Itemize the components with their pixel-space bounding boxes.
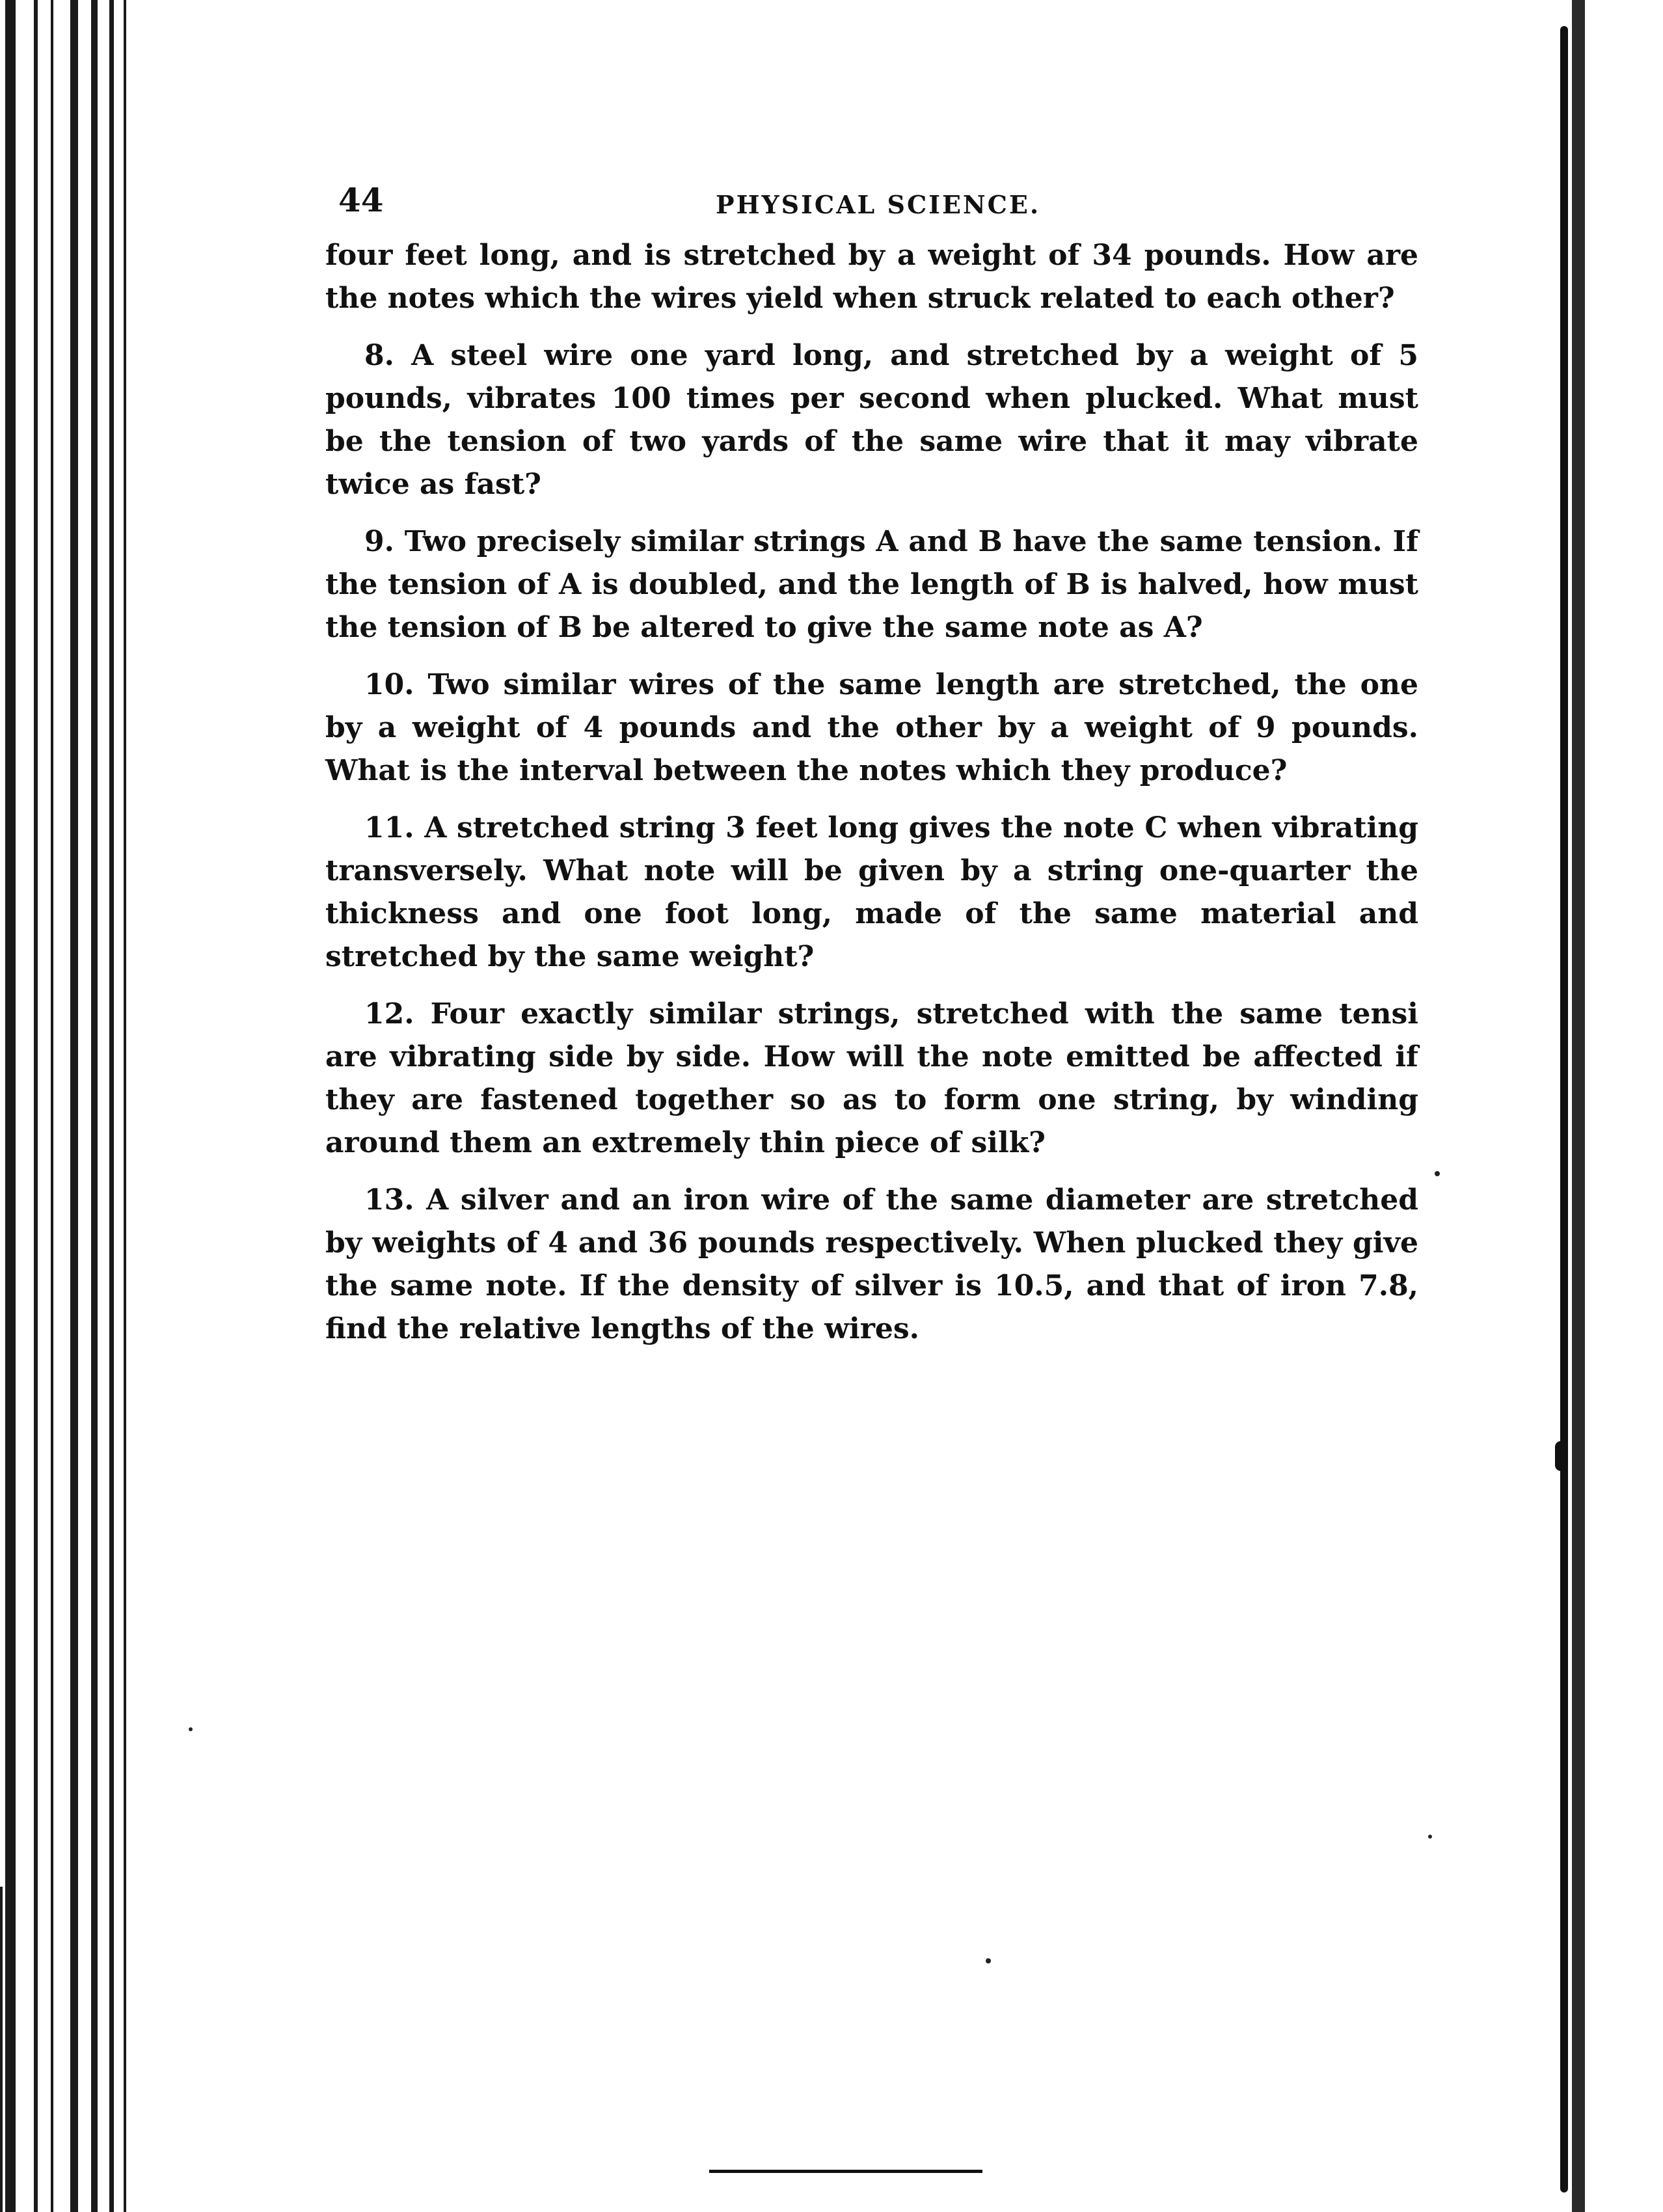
print-speck <box>189 1727 193 1731</box>
problem-8 <box>325 334 1418 506</box>
problem-text: Four exactly similar strings, stretched with the same tensi are vibrating side by side. How will the note emitted be affected if they are fastened together so as to form one string, by winding around them an extremely thin piece of silk? <box>325 997 1418 1159</box>
binding-line <box>124 0 126 2212</box>
running-title: PHYSICAL SCIENCE. <box>716 190 1041 219</box>
binding-line <box>0 1887 3 2212</box>
binding-line <box>51 0 53 2212</box>
problem-number: 12. <box>364 997 414 1031</box>
binding-line <box>5 0 16 2212</box>
binding-line <box>91 0 98 2212</box>
page-number: 44 <box>338 181 384 219</box>
binding-line <box>109 0 114 2212</box>
section-end-rule <box>709 2170 982 2173</box>
problem-12 <box>325 993 1418 1165</box>
continued-paragraph <box>325 234 1418 320</box>
book-page <box>325 176 1418 1365</box>
problem-11 <box>325 807 1418 978</box>
problem-number: 9. <box>364 525 394 558</box>
running-head <box>325 176 1418 234</box>
page-edge-shadow <box>1572 0 1585 2212</box>
right-page-edge <box>1548 0 1663 2212</box>
problem-text: A silver and an iron wire of the same diameter are stretched by weights of 4 and 36 pounds respectively. When plucked they give the same note. If the density of silver is 10.5, and that of iron 7.8, find the relative lengths of the wires. <box>325 1183 1418 1345</box>
problem-text: A steel wire one yard long, and stretched by a weight of 5 pounds, vibrates 100 times per second when plucked. What must be the tension of two yards of the same wire that it may vibrate twice as fast? <box>325 339 1418 501</box>
print-speck <box>986 1958 991 1963</box>
problem-text: Two similar wires of the same length are stretched, the one by a weight of 4 pounds and the other by a weight of 9 pounds. What is the interval between the notes which they produce? <box>325 668 1418 787</box>
problem-list <box>325 234 1418 1351</box>
edge-mark <box>1555 1441 1567 1471</box>
problem-number: 13. <box>364 1183 414 1217</box>
problem-9 <box>325 520 1418 649</box>
print-speck <box>1428 1835 1432 1839</box>
print-speck <box>1435 1171 1440 1176</box>
problem-text: A stretched string 3 feet long gives the note C when vibrating transversely. What note will be given by a string one-quarter the thickness and one foot long, made of the same material and stretched by the same weight? <box>325 811 1418 973</box>
binding-line <box>34 0 38 2212</box>
problem-13 <box>325 1179 1418 1351</box>
paragraph-text: four feet long, and is stretched by a weight of 34 pounds. How are the notes which the wires yield when struck related to each other? <box>325 239 1418 315</box>
problem-number: 10. <box>364 668 414 701</box>
problem-number: 8. <box>364 339 394 372</box>
page-edge-line <box>1560 26 1568 2192</box>
problem-number: 11. <box>364 811 414 844</box>
binding-line <box>70 0 78 2212</box>
problem-10 <box>325 664 1418 792</box>
problem-text: Two precisely similar strings A and B have the same tension. If the tension of A is doubled, and the length of B is halved, how must the tension of B be altered to give the same note as A? <box>325 525 1418 644</box>
book-binding-edge <box>0 0 137 2212</box>
